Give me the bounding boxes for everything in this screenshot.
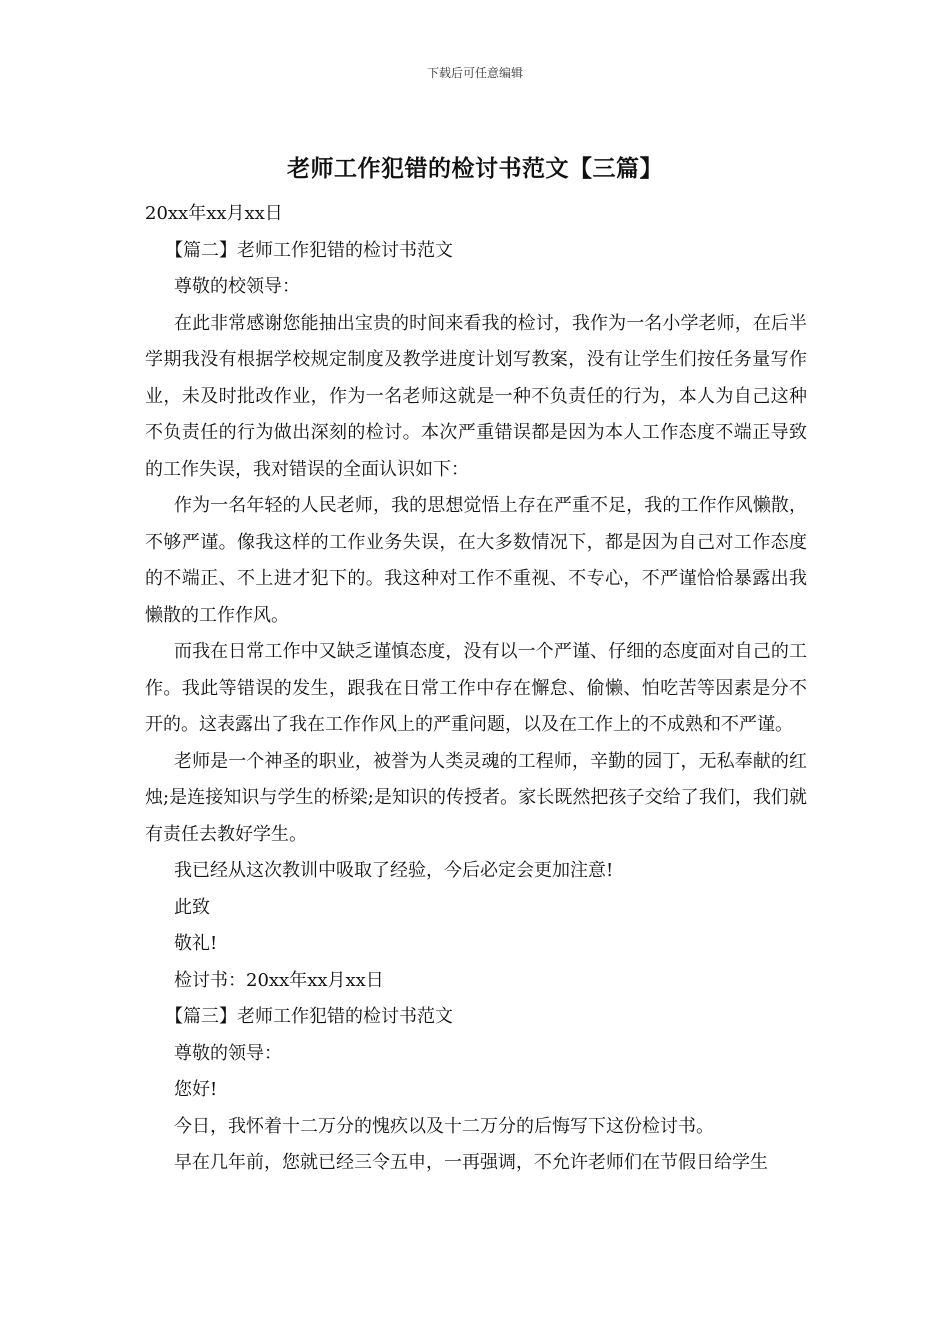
page-header-note: 下载后可任意编辑 bbox=[426, 66, 523, 80]
section2-heading: 【篇二】老师工作犯错的检讨书范文 bbox=[165, 239, 453, 261]
section2-closing-1: 此致 bbox=[174, 896, 210, 918]
section3-salutation: 尊敬的领导： bbox=[174, 1042, 282, 1064]
section3-greeting: 您好! bbox=[174, 1079, 218, 1100]
document-body bbox=[145, 196, 807, 1182]
section2-paragraph-1: 在此非常感谢您能抽出宝贵的时间来看我的检讨，我作为一名小学老师，在后半学期我没有根据学校规定制度及教学进度计划写教案，没有让学生们按任务量写作业，未及时批改作业，作为一名老师这就是一种不负责任的行为，本人为自己这种不负责任的行为做出深刻的检讨。本次严重错误都是因为本人工作态度不端正导致的工作失误，我对错误的全面认识如下： bbox=[145, 312, 807, 480]
section3-heading: 【篇三】老师工作犯错的检讨书范文 bbox=[165, 1006, 453, 1027]
section3-paragraph-1: 今日，我怀着十二万分的愧疚以及十二万分的后悔写下这份检讨书。 bbox=[174, 1115, 714, 1137]
section2-paragraph-5: 我已经从这次教训中吸取了经验，今后必定会更加注意! bbox=[174, 860, 614, 881]
section2-salutation: 尊敬的校领导： bbox=[174, 276, 300, 297]
date-line: 20xx年xx月xx日 bbox=[145, 203, 283, 224]
section2-paragraph-4: 老师是一个神圣的职业，被誉为人类灵魂的工程师，辛勤的园丁，无私奉献的红烛;是连接知识与学生的桥梁;是知识的传授者。家长既然把孩子交给了我们，我们就有责任去教好学生。 bbox=[145, 750, 807, 845]
document-title: 老师工作犯错的检讨书范文【三篇】 bbox=[287, 155, 663, 182]
section2-closing-2: 敬礼! bbox=[174, 933, 218, 954]
section2-paragraph-2: 作为一名年轻的人民老师，我的思想觉悟上存在严重不足，我的工作作风懒散，不够严谨。像我这样的工作业务失误，在大多数情况下，都是因为自己对工作态度的不端正、不上进才犯下的。我这种对工作不重视、不专心，不严谨恰恰暴露出我懒散的工作作风。 bbox=[145, 495, 807, 626]
section3-paragraph-2: 早在几年前，您就已经三令五申，一再强调，不允许老师们在节假日给学生 bbox=[174, 1152, 768, 1173]
section2-signature: 检讨书：20xx年xx月xx日 bbox=[174, 969, 384, 991]
section2-paragraph-3: 而我在日常工作中又缺乏谨慎态度，没有以一个严谨、仔细的态度面对自己的工作。我此等错误的发生，跟我在日常工作中存在懈怠、偷懒、怕吃苦等因素是分不开的。这表露出了我在工作作风上的严重问题，以及在工作上的不成熟和不严谨。 bbox=[145, 641, 807, 735]
